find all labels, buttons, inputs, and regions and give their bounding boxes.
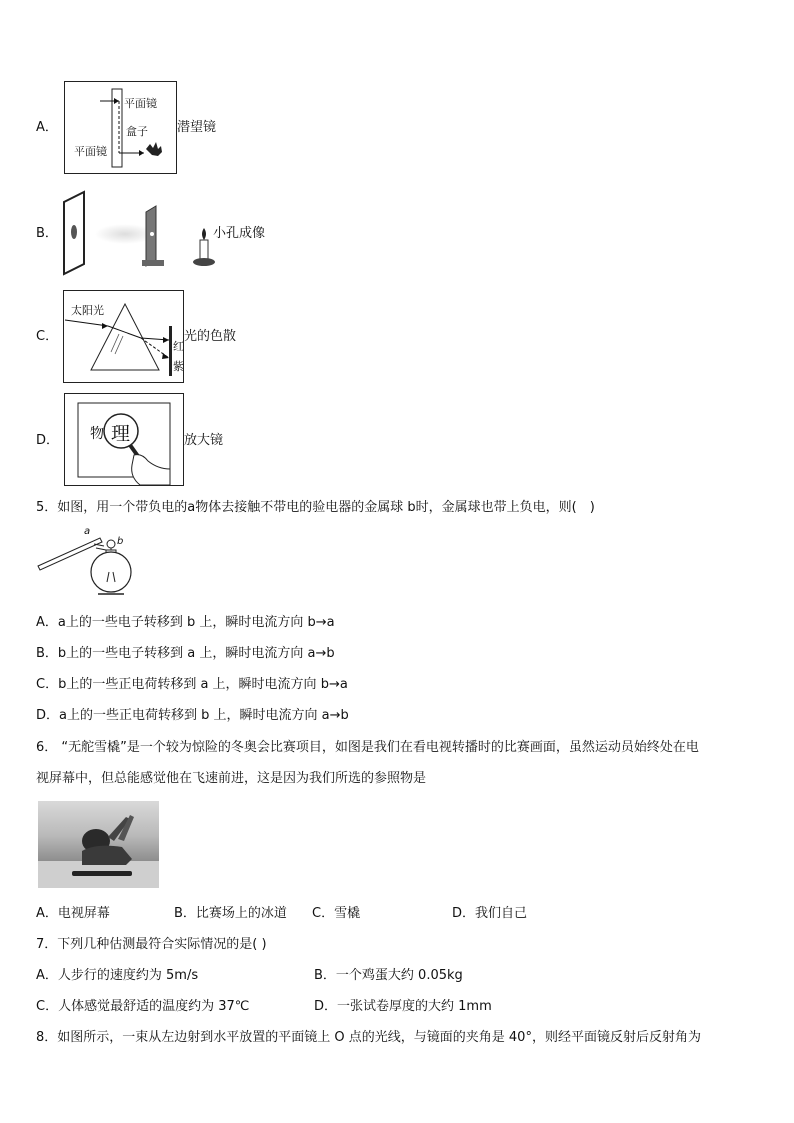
sunlight-label: 太阳光 xyxy=(71,304,104,317)
magnifier-figure xyxy=(64,393,184,486)
q6-option-c: C．雪橇 xyxy=(312,906,361,921)
option-d-letter: D． xyxy=(36,433,60,448)
q5-option-c: C．b上的一些正电荷转移到 a 上，瞬时电流方向 b→a xyxy=(36,677,348,692)
q6-stem-line2: 视屏幕中，但总能感觉他在飞速前进，这是因为我们所选的参照物是 xyxy=(36,771,427,786)
mirror-top-label: 平面镜 xyxy=(124,97,157,110)
option-c-letter: C． xyxy=(36,329,59,344)
q6-option-b: B．比赛场上的冰道 xyxy=(174,906,287,921)
option-b-letter: B． xyxy=(36,226,58,241)
purple-label: 紫 xyxy=(173,360,184,373)
q7-option-d: D．一张试卷厚度的大约 1mm xyxy=(314,999,492,1014)
q7-stem: 7．下列几种估测最符合实际情况的是( ) xyxy=(36,937,267,952)
option-b-text: 小孔成像 xyxy=(213,226,266,241)
electroscope-figure xyxy=(36,528,186,596)
q5-stem: 5．如图，用一个带负电的a物体去接触不带电的验电器的金属球 b时，金属球也带上负电，则( ) xyxy=(36,500,595,515)
option-a-text: 潜望镜 xyxy=(177,120,217,135)
prism-figure xyxy=(63,290,184,383)
skeleton-race-photo xyxy=(38,801,159,888)
q8-stem: 8．如图所示，一束从左边射到水平放置的平面镜上 O 点的光线，与镜面的夹角是 40°，则经平面镜反射后反射角为 xyxy=(36,1030,701,1045)
q7-option-a: A．人步行的速度约为 5m/s xyxy=(36,968,199,983)
q6-stem-line1: 6． “无舵雪橇”是一个较为惊险的冬奥会比赛项目，如图是我们在看电视转播时的比赛画面，虽然运动员始终处在电 xyxy=(36,740,699,755)
q5-option-b: B．b上的一些电子转移到 a 上，瞬时电流方向 a→b xyxy=(36,646,335,661)
q6-option-a: A．电视屏幕 xyxy=(36,906,110,921)
pinhole-figure xyxy=(60,190,220,276)
wu-label: 物 xyxy=(90,426,104,442)
q5-option-a: A．a上的一些电子转移到 b 上，瞬时电流方向 b→a xyxy=(36,615,335,630)
candle-icon xyxy=(193,228,215,266)
option-d-text: 放大镜 xyxy=(184,433,224,448)
box-label: 盒子 xyxy=(126,125,148,138)
periscope-figure xyxy=(64,81,177,174)
red-label: 红 xyxy=(173,340,184,353)
q5-option-d: D．a上的一些正电荷转移到 b 上，瞬时电流方向 a→b xyxy=(36,708,349,723)
q6-option-d: D．我们自己 xyxy=(452,906,528,921)
li-label: 理 xyxy=(111,423,131,445)
label-b: b xyxy=(117,536,124,547)
q7-option-c: C．人体感觉最舒适的温度约为 37℃ xyxy=(36,999,250,1014)
option-c-text: 光的色散 xyxy=(184,329,237,344)
mirror-bottom-label: 平面镜 xyxy=(74,145,107,158)
option-a-letter: A． xyxy=(36,120,58,135)
q7-option-b: B．一个鸡蛋大约 0.05kg xyxy=(314,968,463,983)
label-a: a xyxy=(84,526,91,537)
